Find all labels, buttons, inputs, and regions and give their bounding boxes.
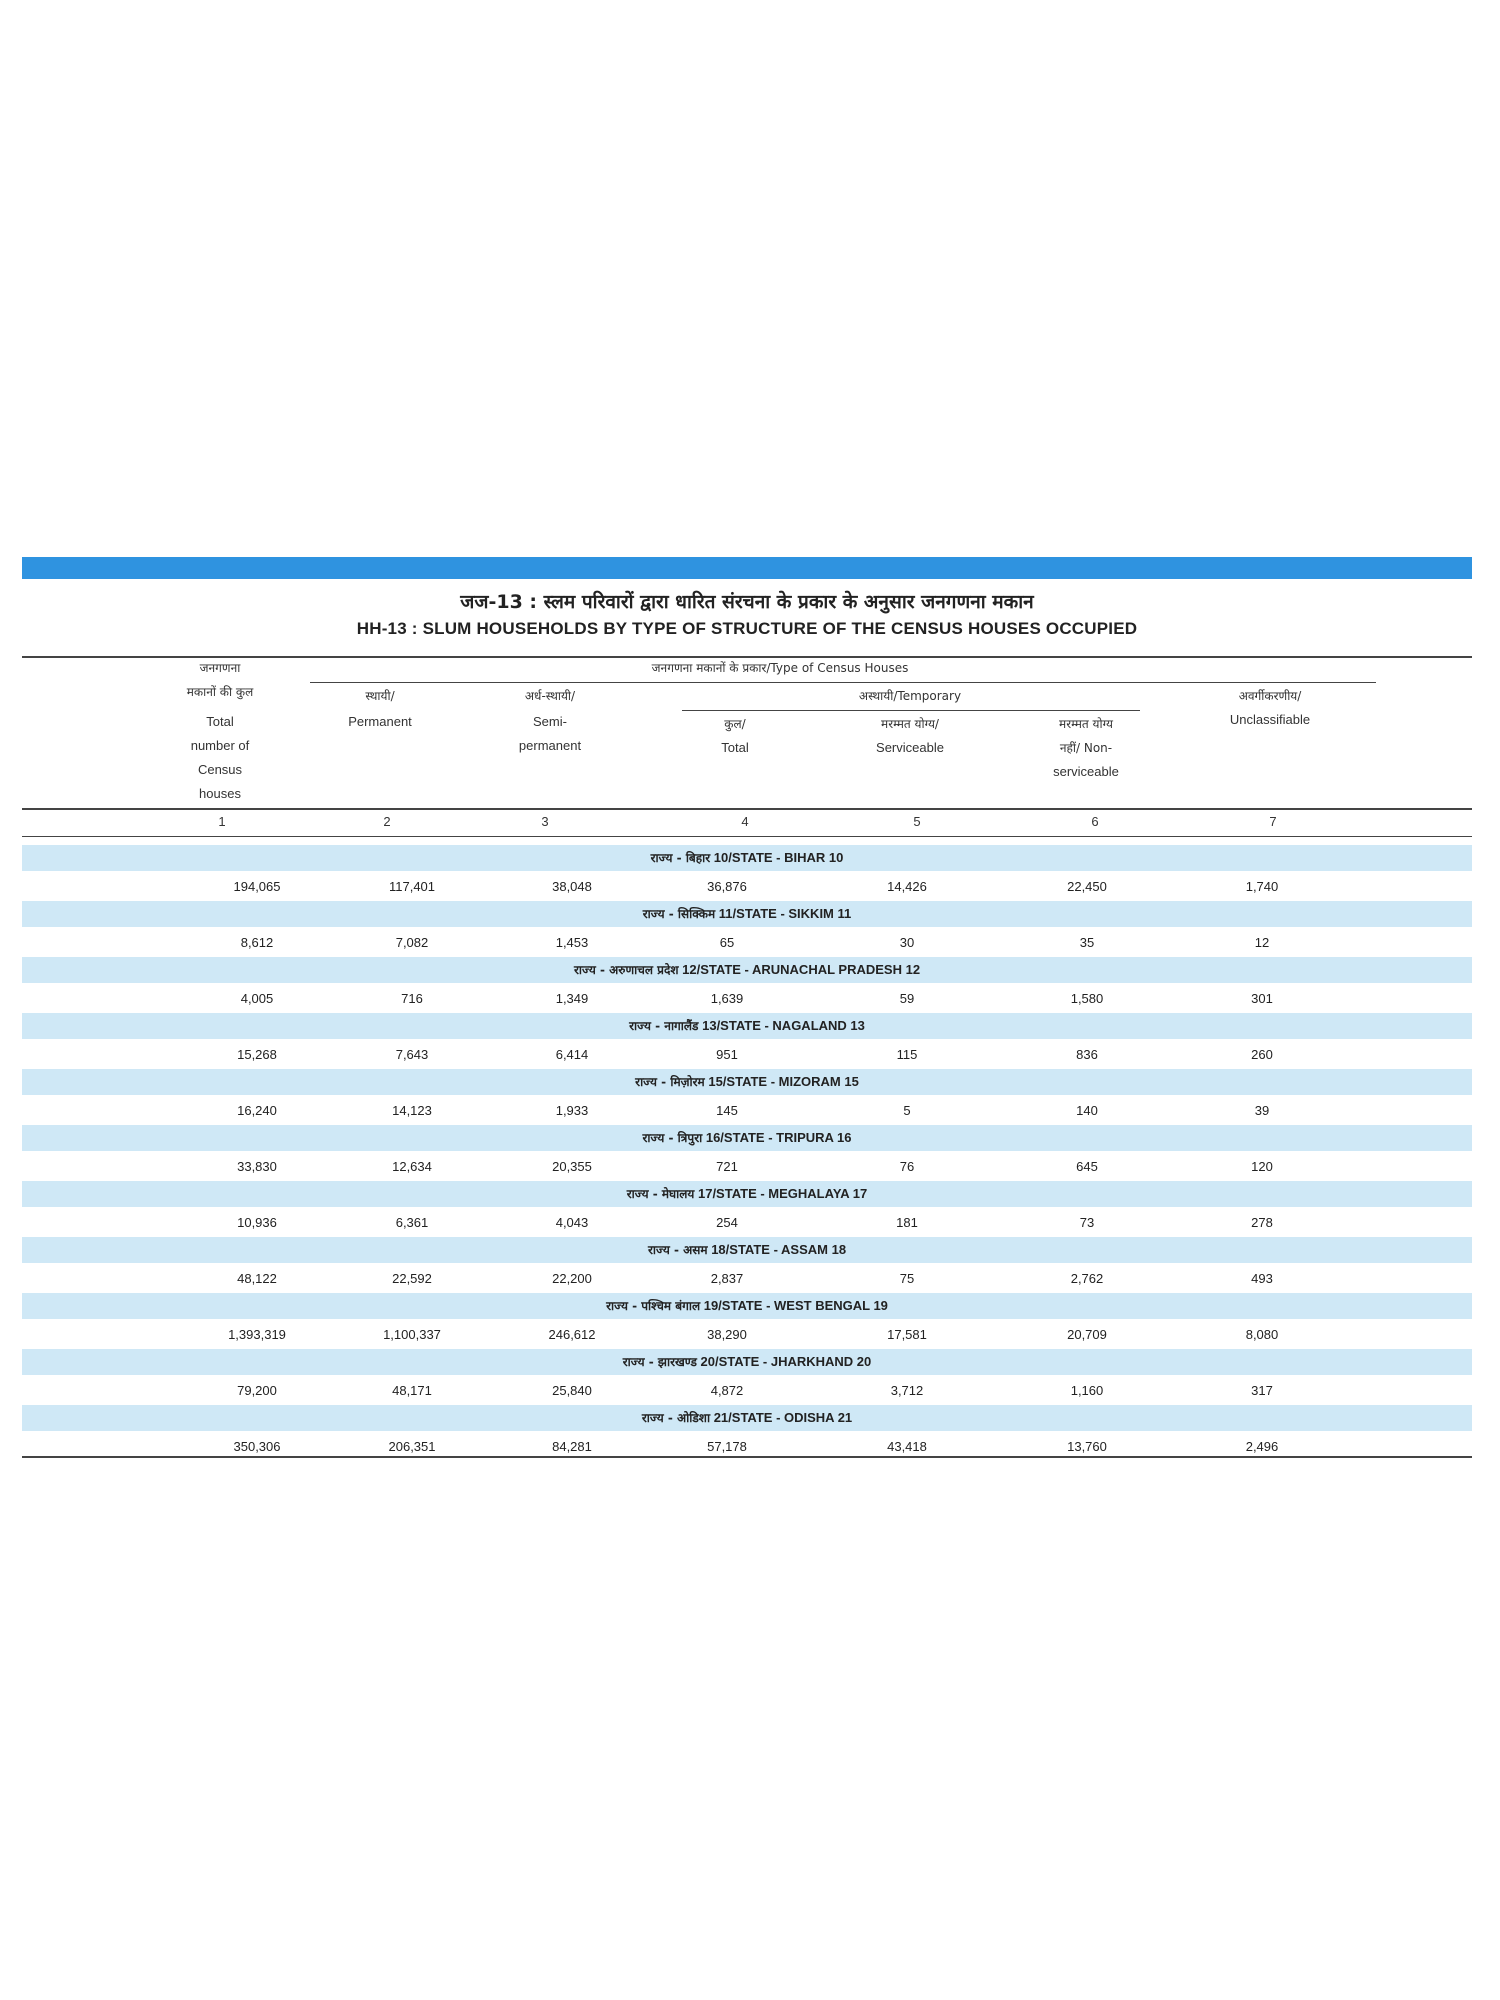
table-cell: 1,160: [1070, 1383, 1104, 1398]
table-cell: 8,612: [240, 935, 274, 950]
temporary-group-rule: [682, 710, 1140, 711]
table-cell: 1,740: [1245, 879, 1279, 894]
table-cell: 14,123: [392, 1103, 432, 1118]
table-cell: 14,426: [887, 879, 927, 894]
table-cell: 30: [899, 935, 915, 950]
type-group-rule: [310, 682, 1376, 683]
table-cell: 4,872: [710, 1383, 744, 1398]
table-cell: 13,760: [1067, 1439, 1107, 1454]
table-cell: 716: [401, 991, 423, 1006]
col-number: 4: [741, 814, 749, 829]
col-number: 7: [1269, 814, 1277, 829]
table-row: [22, 1039, 1472, 1069]
table-cell: 36,876: [707, 879, 747, 894]
table-cell: 20,709: [1067, 1327, 1107, 1342]
state-header-band: [22, 845, 1472, 871]
col-number: 1: [218, 814, 226, 829]
col1-header-hi-2: मकानों की कुल: [186, 685, 254, 699]
table-cell: 2,762: [1070, 1271, 1104, 1286]
state-name-english: 13/STATE - NAGALAND 13: [702, 1018, 865, 1033]
table-cell: 43,418: [887, 1439, 927, 1454]
table-cell: 4,043: [555, 1215, 589, 1230]
table-cell: 350,306: [233, 1439, 281, 1454]
state-name-hindi: राज्य - सिक्किम: [642, 907, 716, 921]
total-header-hi: कुल/: [724, 717, 746, 731]
unclassifiable-header-hi: अवर्गीकरणीय/: [1238, 689, 1302, 703]
state-name-english: 11/STATE - SIKKIM 11: [718, 906, 852, 921]
table-cell: 12,634: [392, 1159, 432, 1174]
table-row: [22, 1207, 1472, 1237]
table-cell: 3,712: [890, 1383, 924, 1398]
state-header-band: [22, 1405, 1472, 1431]
table-cell: 20,355: [552, 1159, 592, 1174]
table-cell: 75: [899, 1271, 915, 1286]
serviceable-header-en: Serviceable: [876, 740, 944, 755]
col-number: 5: [913, 814, 921, 829]
table-cell: 140: [1076, 1103, 1098, 1118]
table-cell: 73: [1079, 1215, 1095, 1230]
state-name-english: 18/STATE - ASSAM 18: [711, 1242, 847, 1257]
non-serviceable-header-en: serviceable: [1053, 764, 1119, 779]
type-of-census-houses-header: जनगणना मकानों के प्रकार/Type of Census Houses: [651, 661, 909, 675]
colnum-rule: [22, 836, 1472, 837]
table-cell: 1,349: [555, 991, 589, 1006]
table-cell: 278: [1251, 1215, 1273, 1230]
non-serviceable-header-mix: नहीं/ Non-: [1059, 741, 1113, 755]
state-name-english: 16/STATE - TRIPURA 16: [705, 1130, 852, 1145]
table-cell: 8,080: [1245, 1327, 1279, 1342]
table-cell: 254: [716, 1215, 738, 1230]
state-name-english: 19/STATE - WEST BENGAL 19: [703, 1298, 888, 1313]
table-cell: 38,290: [707, 1327, 747, 1342]
state-name-hindi: राज्य - ओडिशा: [641, 1411, 711, 1425]
state-name-hindi: राज्य - त्रिपुरा: [642, 1131, 703, 1145]
serviceable-header-hi: मरम्मत योग्य/: [881, 717, 939, 731]
table-cell: 115: [896, 1047, 918, 1062]
unclassifiable-header-en: Unclassifiable: [1229, 712, 1311, 727]
permanent-header-en: Permanent: [348, 714, 412, 729]
state-header-band: [22, 1181, 1472, 1207]
table-cell: 645: [1076, 1159, 1098, 1174]
table-cell: 84,281: [552, 1439, 592, 1454]
col-number: 6: [1091, 814, 1099, 829]
table-cell: 12: [1254, 935, 1270, 950]
table-cell: 15,268: [237, 1047, 277, 1062]
table-row: [22, 871, 1472, 901]
table-cell: 48,122: [237, 1271, 277, 1286]
state-header-band: [22, 1349, 1472, 1375]
header-bottom-rule: [22, 808, 1472, 810]
state-name-english: 12/STATE - ARUNACHAL PRADESH 12: [682, 962, 921, 977]
table-row: [22, 1263, 1472, 1293]
table-cell: 38,048: [552, 879, 592, 894]
table-cell: 39: [1254, 1103, 1270, 1118]
state-name-hindi: राज्य - पश्चिम बंगाल: [606, 1299, 701, 1313]
total-header-en: Total: [721, 740, 749, 755]
table-cell: 22,592: [392, 1271, 432, 1286]
table-cell: 7,643: [395, 1047, 429, 1062]
state-name-hindi: राज्य - बिहार: [650, 851, 711, 865]
table-cell: 2,837: [710, 1271, 744, 1286]
semi-permanent-header-en-2: permanent: [518, 738, 582, 753]
state-header-band: [22, 1237, 1472, 1263]
table-cell: 301: [1251, 991, 1273, 1006]
state-name-english: 21/STATE - ODISHA 21: [713, 1410, 853, 1425]
table-cell: 48,171: [392, 1383, 432, 1398]
col1-header-en-3: Census: [197, 762, 243, 777]
table-cell: 117,401: [388, 879, 436, 894]
table-row: [22, 1375, 1472, 1405]
table-cell: 836: [1076, 1047, 1098, 1062]
temporary-header: अस्थायी/Temporary: [858, 689, 962, 703]
table-cell: 57,178: [707, 1439, 747, 1454]
col-number: 2: [383, 814, 391, 829]
semi-permanent-header-en-1: Semi-: [533, 714, 567, 729]
table-cell: 59: [899, 991, 915, 1006]
table-cell: 246,612: [548, 1327, 596, 1342]
state-name-english: 10/STATE - BIHAR 10: [713, 850, 844, 865]
table-row: [22, 927, 1472, 957]
table-cell: 5: [903, 1103, 911, 1118]
table-cell: 6,361: [395, 1215, 429, 1230]
table-cell: 1,639: [710, 991, 744, 1006]
state-name-hindi: राज्य - असम: [647, 1243, 708, 1257]
table-title-english: HH-13 : SLUM HOUSEHOLDS BY TYPE OF STRUCTURE OF THE CENSUS HOUSES OCCUPIED: [356, 619, 1138, 638]
table-cell: 721: [716, 1159, 738, 1174]
col1-header-en-2: number of: [190, 738, 250, 753]
table-cell: 194,065: [233, 879, 281, 894]
state-name-hindi: राज्य - अरुणाचल प्रदेश: [573, 963, 679, 977]
table-cell: 493: [1251, 1271, 1273, 1286]
col1-header-hi-1: जनगणना: [199, 661, 241, 675]
col1-header-en-1: Total: [206, 714, 234, 729]
state-name-english: 20/STATE - JHARKHAND 20: [700, 1354, 872, 1369]
non-serviceable-header-hi: मरम्मत योग्य: [1059, 717, 1113, 731]
table-cell: 1,393,319: [228, 1327, 286, 1342]
table-cell: 7,082: [395, 935, 429, 950]
table-cell: 16,240: [237, 1103, 277, 1118]
table-cell: 4,005: [240, 991, 274, 1006]
permanent-header-hi: स्थायी/: [365, 689, 395, 703]
table-title-hindi: जज-13 : स्लम परिवारों द्वारा धारित संरचना के प्रकार के अनुसार जनगणना मकान: [460, 591, 1034, 613]
table-cell: 76: [899, 1159, 915, 1174]
table-cell: 17,581: [887, 1327, 927, 1342]
table-cell: 10,936: [237, 1215, 277, 1230]
table-cell: 2,496: [1245, 1439, 1279, 1454]
table-row: [22, 983, 1472, 1013]
table-cell: 260: [1251, 1047, 1273, 1062]
state-header-band: [22, 1125, 1472, 1151]
table-cell: 65: [719, 935, 735, 950]
state-name-hindi: राज्य - मेघालय: [626, 1187, 695, 1201]
table-body: [22, 845, 1472, 1461]
table-cell: 22,200: [552, 1271, 592, 1286]
table-cell: 25,840: [552, 1383, 592, 1398]
state-header-band: [22, 901, 1472, 927]
table-cell: 6,414: [555, 1047, 589, 1062]
table-cell: 1,453: [555, 935, 589, 950]
table-bottom-rule: [22, 1456, 1472, 1458]
table-cell: 1,580: [1070, 991, 1104, 1006]
state-name-hindi: राज्य - नागालैंड: [629, 1019, 699, 1033]
table-cell: 1,100,337: [383, 1327, 441, 1342]
table-cell: 79,200: [237, 1383, 277, 1398]
table-cell: 951: [716, 1047, 738, 1062]
table-cell: 22,450: [1067, 879, 1107, 894]
state-name-hindi: राज्य - झारखण्ड: [622, 1355, 697, 1369]
state-name-english: 15/STATE - MIZORAM 15: [708, 1074, 859, 1089]
col-number: 3: [541, 814, 549, 829]
table-cell: 120: [1251, 1159, 1273, 1174]
state-header-band: [22, 1293, 1472, 1319]
table-cell: 181: [896, 1215, 918, 1230]
table-cell: 33,830: [237, 1159, 277, 1174]
state-name-english: 17/STATE - MEGHALAYA 17: [697, 1186, 868, 1201]
table-cell: 35: [1079, 935, 1095, 950]
table-cell: 206,351: [388, 1439, 436, 1454]
state-header-band: [22, 1013, 1472, 1039]
table-cell: 317: [1251, 1383, 1273, 1398]
state-header-band: [22, 957, 1472, 983]
top-color-band: [22, 557, 1472, 579]
table-row: [22, 1095, 1472, 1125]
table-cell: 1,933: [555, 1103, 589, 1118]
state-name-hindi: राज्य - मिज़ोरम: [635, 1075, 705, 1089]
table-row: [22, 1151, 1472, 1181]
state-header-band: [22, 1069, 1472, 1095]
semi-permanent-header-hi: अर्ध-स्थायी/: [524, 689, 576, 703]
table-row: [22, 1319, 1472, 1349]
table-cell: 145: [716, 1103, 738, 1118]
col1-header-en-4: houses: [199, 786, 241, 801]
